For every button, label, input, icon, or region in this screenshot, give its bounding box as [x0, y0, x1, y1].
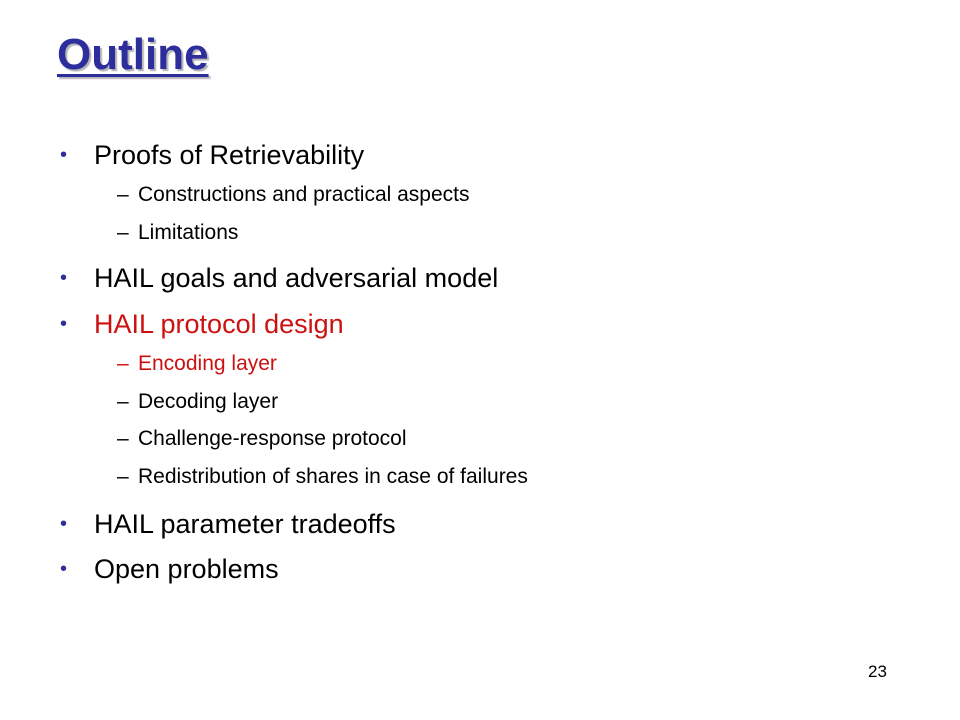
bullet-icon: •: [60, 513, 68, 535]
bullet-text: Open problems: [94, 554, 279, 584]
dash-icon: –: [117, 390, 129, 413]
bullet-text: HAIL goals and adversarial model: [94, 263, 499, 293]
bullet-text: Proofs of Retrievability: [94, 140, 365, 170]
bullet-text: HAIL protocol design: [94, 309, 344, 339]
sub-item-text: Challenge-response protocol: [138, 427, 407, 450]
bullet-icon: •: [60, 144, 68, 166]
sub-item-text: Decoding layer: [138, 390, 279, 413]
dash-icon: –: [117, 465, 129, 488]
sub-item-text: Redistribution of shares in case of failures: [138, 465, 528, 488]
slide-title: Outline: [57, 30, 209, 79]
sub-item-text: Limitations: [138, 221, 239, 244]
bullet-icon: •: [60, 313, 68, 335]
dash-icon: –: [117, 183, 129, 206]
dash-icon: –: [117, 352, 129, 375]
dash-icon: –: [117, 427, 129, 450]
sub-item-text: Constructions and practical aspects: [138, 183, 470, 206]
dash-icon: –: [117, 221, 129, 244]
bullet-icon: •: [60, 267, 68, 289]
bullet-icon: •: [60, 558, 68, 580]
sub-item-text: Encoding layer: [138, 352, 277, 375]
page-number: 23: [868, 662, 887, 681]
bullet-text: HAIL parameter tradeoffs: [94, 509, 396, 539]
